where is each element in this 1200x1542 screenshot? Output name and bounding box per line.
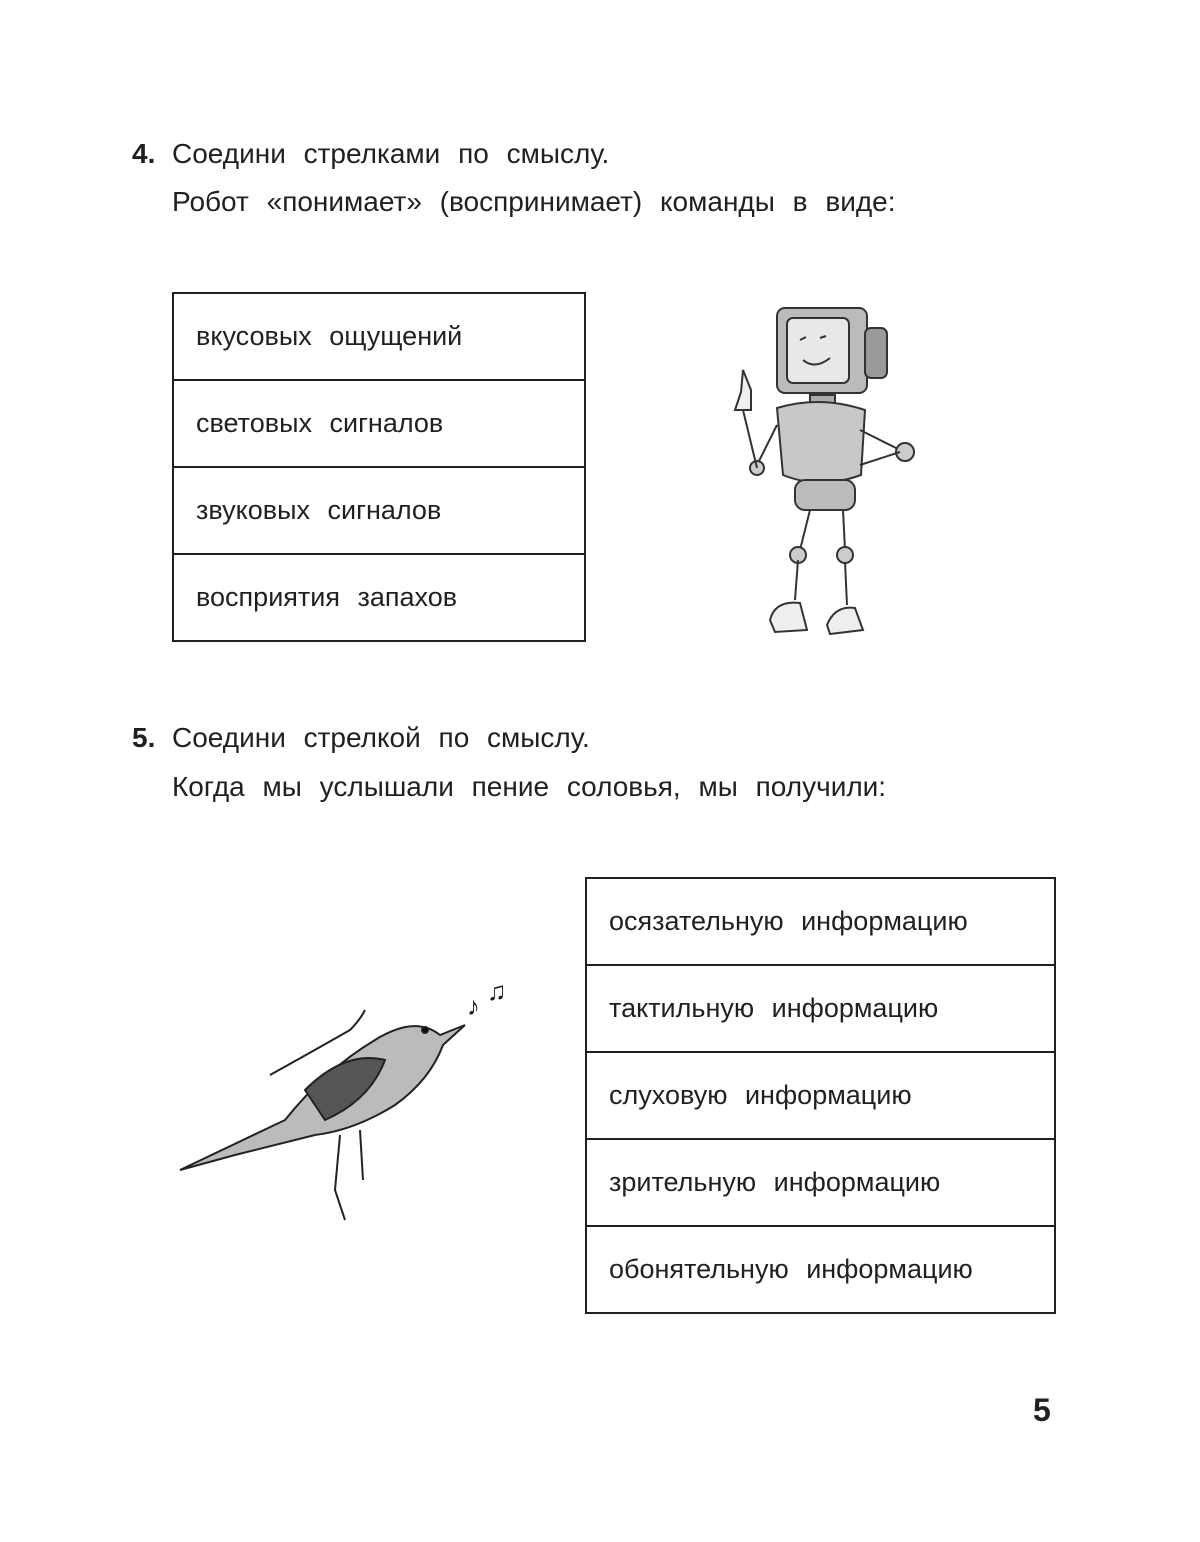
task5-option[interactable]: слуховую информацию	[586, 1052, 1055, 1139]
task4-number: 4.	[132, 138, 156, 169]
task4-instruction: Соедини стрелками по смыслу.	[172, 138, 610, 169]
robot-illustration	[715, 300, 925, 645]
task4-option[interactable]: звуковых сигналов	[173, 467, 585, 554]
nightingale-illustration	[175, 970, 535, 1225]
task4-option[interactable]: вкусовых ощущений	[173, 293, 585, 380]
task5-option[interactable]: зрительную информацию	[586, 1139, 1055, 1226]
task5-options-table	[585, 877, 1056, 1314]
task4-option[interactable]: световых сигналов	[173, 380, 585, 467]
task5-instruction: Соедини стрелкой по смыслу.	[172, 722, 590, 753]
page-number: 5	[1033, 1392, 1051, 1428]
task5-option[interactable]: обонятельную информацию	[586, 1226, 1055, 1313]
svg-text:♪: ♪	[467, 991, 480, 1021]
svg-text:♫: ♫	[487, 976, 507, 1006]
task5-question: Когда мы услышали пение соловья, мы получили:	[172, 771, 887, 802]
task4-options-table	[172, 292, 586, 642]
task4-option[interactable]: восприятия запахов	[173, 554, 585, 641]
task5-number: 5.	[132, 722, 156, 753]
task5-option[interactable]: тактильную информацию	[586, 965, 1055, 1052]
task4-question: Робот «понимает» (воспринимает) команды в виде:	[172, 186, 896, 217]
task5-option[interactable]: осязательную информацию	[586, 878, 1055, 965]
